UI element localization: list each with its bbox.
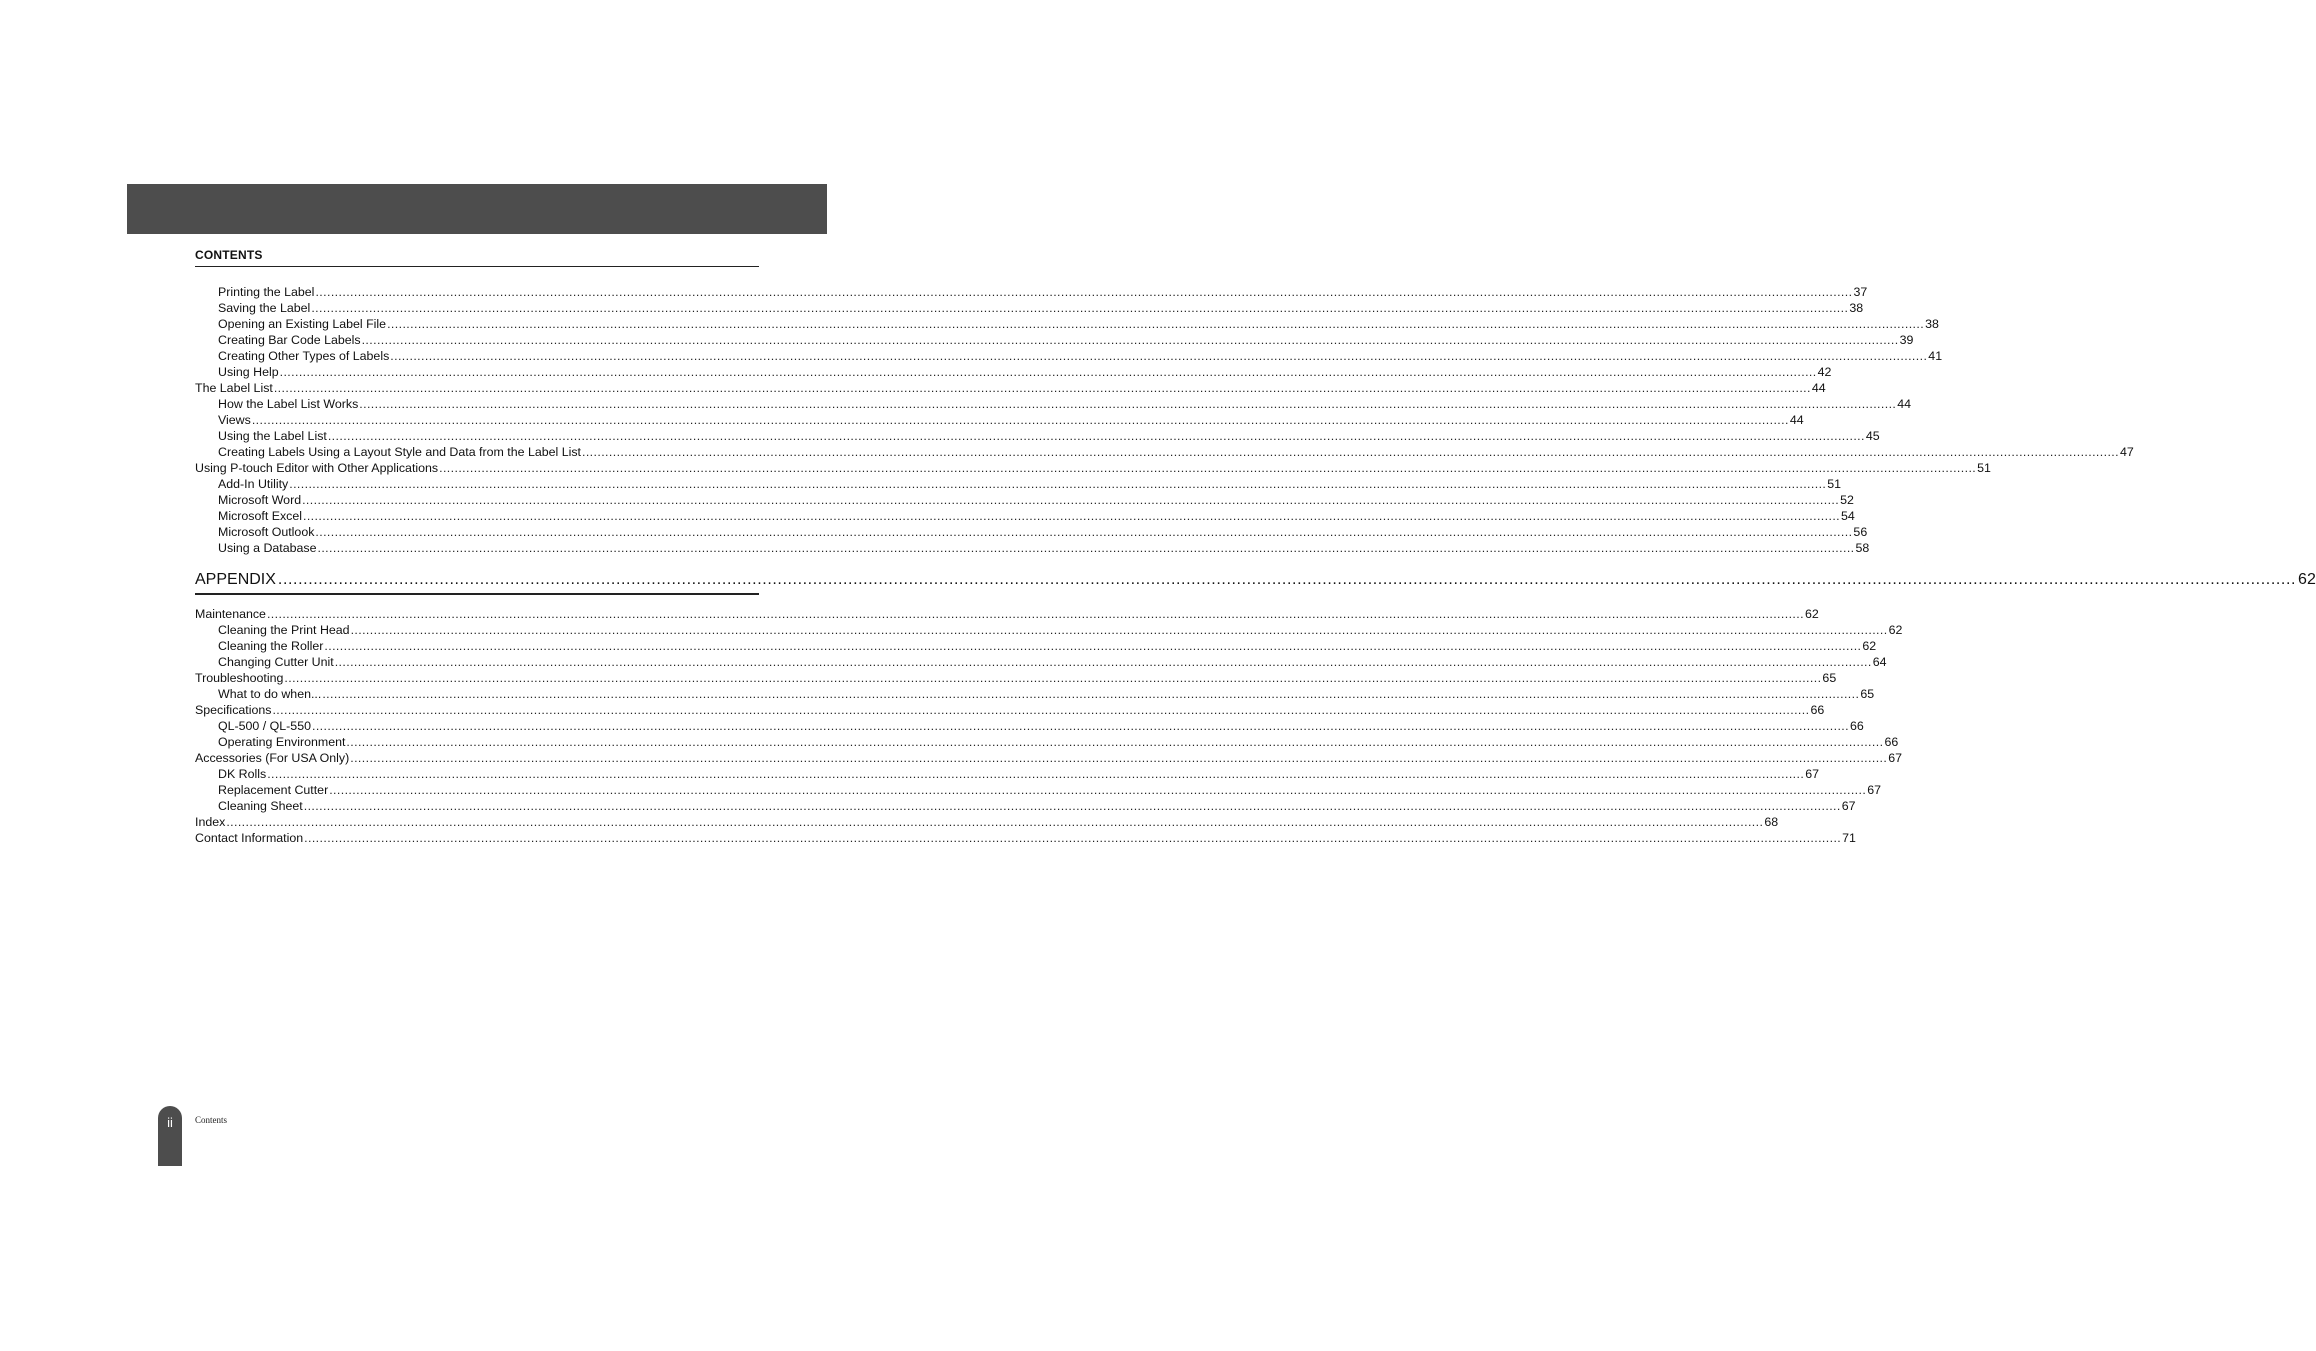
toc-leader-dots: ................................................................................................................................................................................................................................................................................................................................................................................................................ xyxy=(390,349,1928,363)
toc-entry[interactable] xyxy=(195,638,1877,654)
toc-entry-title: Maintenance xyxy=(195,607,266,621)
toc-entry-title: Accessories (For USA Only) xyxy=(195,751,350,765)
toc-entry-page: 62 xyxy=(1888,623,1903,637)
toc-entry[interactable] xyxy=(195,798,1856,814)
toc-entry-page: 42 xyxy=(1817,365,1832,379)
toc-entry-title: Cleaning the Print Head xyxy=(218,623,350,637)
toc-entry[interactable] xyxy=(195,814,1779,830)
toc-entry[interactable] xyxy=(195,734,1899,750)
toc-entry[interactable] xyxy=(195,670,1837,686)
toc-leader-dots: ................................................................................................................................................................................................................................................................................................................................................................................................................ xyxy=(279,365,1817,379)
toc-entry[interactable] xyxy=(195,364,1832,380)
toc-leader-dots: ................................................................................................................................................................................................................................................................................................................................................................................................................ xyxy=(273,381,1811,395)
toc-entry-title: What to do when... xyxy=(218,687,322,701)
page-number: ii xyxy=(167,1115,173,1130)
toc-entry-page: 67 xyxy=(1867,783,1882,797)
toc-entry[interactable] xyxy=(195,396,1912,412)
toc-entry-page: 52 xyxy=(1840,493,1854,507)
toc-entry-page: 66 xyxy=(1884,735,1899,749)
toc-appendix-entry[interactable] xyxy=(195,569,2316,591)
toc-entry-page: 47 xyxy=(2120,445,2134,459)
toc-leader-dots: ................................................................................................................................................................................................................................................................................................................................................................................................................ xyxy=(311,719,1849,733)
toc-entry-title: Operating Environment xyxy=(218,735,346,749)
toc-entry-title: Opening an Existing Label File xyxy=(218,317,387,331)
toc-entry[interactable] xyxy=(195,460,1991,476)
toc-entry[interactable] xyxy=(195,622,1903,638)
toc-entry[interactable] xyxy=(195,540,1870,556)
toc-entry-page: 39 xyxy=(1899,333,1914,347)
toc-leader-dots: ................................................................................................................................................................................................................................................................................................................................................................................................................ xyxy=(266,607,1804,621)
toc-entry[interactable] xyxy=(195,332,1914,348)
toc-entry-title: Microsoft Excel xyxy=(218,509,302,523)
toc-entry[interactable] xyxy=(195,508,1855,524)
toc-entry-title: Using Help xyxy=(218,365,279,379)
toc-leader-dots: ................................................................................................................................................................................................................................................................................................................................................................................................................ xyxy=(334,655,1872,669)
toc-entry-page: 41 xyxy=(1928,349,1943,363)
toc-entry-title: Contact Information xyxy=(195,831,304,845)
toc-entry[interactable] xyxy=(195,380,1826,396)
toc-entry-page: 44 xyxy=(1897,397,1912,411)
toc-leader-dots: ................................................................................................................................................................................................................................................................................................................................................................................................................ xyxy=(581,445,2119,459)
toc-entry[interactable] xyxy=(195,654,1887,670)
toc-entry[interactable] xyxy=(195,348,1943,364)
toc-entry-page: 71 xyxy=(1842,831,1856,845)
toc-entry[interactable] xyxy=(195,284,1868,300)
toc-leader-dots: ................................................................................................................................................................................................................................................................................................................................................................................................................ xyxy=(350,751,1888,765)
toc-entry[interactable] xyxy=(195,718,1864,734)
toc-entry-title: Add-In Utility xyxy=(218,477,289,491)
toc-entry[interactable] xyxy=(195,606,1819,622)
toc-entry-page: 65 xyxy=(1860,687,1875,701)
toc-entry[interactable] xyxy=(195,830,1856,846)
toc-entry[interactable] xyxy=(195,524,1868,540)
toc-entry-title: Creating Labels Using a Layout Style and Data from the Label List xyxy=(218,445,581,459)
toc-leader-dots: ................................................................................................................................................................................................................................................................................................................................................................................................................ xyxy=(361,333,1899,347)
toc-entry-page: 66 xyxy=(1810,703,1825,717)
toc-entry-title: DK Rolls xyxy=(218,767,267,781)
toc-leader-dots: ................................................................................................................................................................................................................................................................................................................................................................................................................ xyxy=(387,317,1925,331)
toc-entry-page: 58 xyxy=(1855,541,1870,555)
appendix-page: 62 xyxy=(2298,571,2316,588)
toc-leader-dots: ................................................................................................................................................................................................................................................................................................................................................................................................................ xyxy=(315,285,1853,299)
toc-entry-title: Views xyxy=(218,413,251,427)
toc-leader-dots: ................................................................................................................................................................................................................................................................................................................................................................................................................ xyxy=(302,493,1840,507)
toc-entry-page: 67 xyxy=(1841,799,1856,813)
footer-label: Contents xyxy=(195,1115,228,1125)
toc-entry-title: Creating Bar Code Labels xyxy=(218,333,361,347)
toc-leader-dots: ................................................................................................................................................................................................................................................................................................................................................................................................................ xyxy=(315,525,1853,539)
toc-entry-page: 62 xyxy=(1862,639,1877,653)
toc-entry-title: Changing Cutter Unit xyxy=(218,655,334,669)
toc-entry-page: 67 xyxy=(1805,767,1820,781)
toc-entry-title: Using the Label List xyxy=(218,429,327,443)
toc-leader-dots: ................................................................................................................................................................................................................................................................................................................................................................................................................ xyxy=(226,815,1764,829)
toc-leader-dots: ................................................................................................................................................................................................................................................................................................................................................................................................................ xyxy=(322,687,1860,701)
toc-entry-page: 64 xyxy=(1872,655,1887,669)
toc-leader-dots: ................................................................................................................................................................................................................................................................................................................................................................................................................ xyxy=(350,623,1888,637)
toc-entry-page: 38 xyxy=(1849,301,1864,315)
toc-entry-page: 51 xyxy=(1977,461,1991,475)
heading-divider xyxy=(195,266,759,267)
toc-entry-title: The Label List xyxy=(195,381,273,395)
header-band xyxy=(127,184,827,234)
toc-entry-title: Cleaning the Roller xyxy=(218,639,324,653)
toc-leader-dots: ................................................................................................................................................................................................................................................................................................................................................................................................................ xyxy=(327,429,1865,443)
toc-entry[interactable] xyxy=(195,300,1864,316)
toc-entry[interactable] xyxy=(195,686,1875,702)
toc-entry-page: 68 xyxy=(1764,815,1779,829)
toc-entry-page: 44 xyxy=(1811,381,1826,395)
toc-entry-page: 66 xyxy=(1850,719,1864,733)
toc-entry-page: 56 xyxy=(1853,525,1868,539)
toc-entry-title: Replacement Cutter xyxy=(218,783,329,797)
toc-entry[interactable] xyxy=(195,750,1903,766)
toc-entry-page: 38 xyxy=(1925,317,1939,331)
toc-entry-page: 62 xyxy=(1804,607,1819,621)
toc-leader-dots: ................................................................................................................................................................................................................................................................................................................................................................................................................ xyxy=(303,509,1841,523)
toc-leader-dots: ................................................................................................................................................................................................................................................................................................................................................................................................................ xyxy=(251,413,1789,427)
appendix-leader: ................................................................................................................................................................................................................................................................................................................................................................................................................ xyxy=(277,571,2297,588)
toc-leader-dots: ................................................................................................................................................................................................................................................................................................................................................................................................................ xyxy=(359,397,1897,411)
toc-entry-page: 45 xyxy=(1865,429,1880,443)
toc-entry-page: 65 xyxy=(1822,671,1837,685)
page-tab xyxy=(158,1106,182,1166)
toc-leader-dots: ................................................................................................................................................................................................................................................................................................................................................................................................................ xyxy=(284,671,1822,685)
toc-leader-dots: ................................................................................................................................................................................................................................................................................................................................................................................................................ xyxy=(346,735,1884,749)
toc-entry[interactable] xyxy=(195,428,1880,444)
toc-leader-dots: ................................................................................................................................................................................................................................................................................................................................................................................................................ xyxy=(317,541,1855,555)
toc-leader-dots: ................................................................................................................................................................................................................................................................................................................................................................................................................ xyxy=(267,767,1805,781)
toc-entry-title: Creating Other Types of Labels xyxy=(218,349,390,363)
toc-entry[interactable] xyxy=(195,766,1820,782)
appendix-divider xyxy=(195,593,759,595)
toc-leader-dots: ................................................................................................................................................................................................................................................................................................................................................................................................................ xyxy=(329,783,1867,797)
toc-entry-title: Specifications xyxy=(195,703,272,717)
toc-entry[interactable] xyxy=(195,476,1842,492)
toc-entry-page: 51 xyxy=(1827,477,1842,491)
toc-entry[interactable] xyxy=(195,444,2134,460)
toc-entry-title: Microsoft Outlook xyxy=(218,525,315,539)
toc-entry-title: Troubleshooting xyxy=(195,671,284,685)
toc-entry[interactable] xyxy=(195,702,1825,718)
toc-entry[interactable] xyxy=(195,412,1804,428)
toc-entry-title: QL-500 / QL-550 xyxy=(218,719,311,733)
toc-entry-title: Using a Database xyxy=(218,541,317,555)
toc-entry-page: 44 xyxy=(1789,413,1804,427)
toc-list xyxy=(195,284,2134,556)
toc-entry[interactable] xyxy=(195,492,1854,508)
toc-leader-dots: ................................................................................................................................................................................................................................................................................................................................................................................................................ xyxy=(439,461,1977,475)
toc-entry-title: How the Label List Works xyxy=(218,397,359,411)
toc-entry-title: Microsoft Word xyxy=(218,493,302,507)
toc-entry-page: 37 xyxy=(1853,285,1868,299)
toc-entry[interactable] xyxy=(195,316,1939,332)
toc-entry-page: 67 xyxy=(1888,751,1903,765)
toc-entry-title: Using P-touch Editor with Other Applications xyxy=(195,461,439,475)
toc-entry-title: Saving the Label xyxy=(218,301,311,315)
toc-leader-dots: ................................................................................................................................................................................................................................................................................................................................................................................................................ xyxy=(324,639,1862,653)
toc-leader-dots: ................................................................................................................................................................................................................................................................................................................................................................................................................ xyxy=(272,703,1810,717)
toc-entry[interactable] xyxy=(195,782,1882,798)
toc-leader-dots: ................................................................................................................................................................................................................................................................................................................................................................................................................ xyxy=(304,831,1842,845)
toc-entry-title: Printing the Label xyxy=(218,285,315,299)
toc-list xyxy=(195,606,1903,846)
toc-entry-title: Index xyxy=(195,815,226,829)
toc-leader-dots: ................................................................................................................................................................................................................................................................................................................................................................................................................ xyxy=(289,477,1827,491)
toc-entry-title: Cleaning Sheet xyxy=(218,799,303,813)
toc-leader-dots: ................................................................................................................................................................................................................................................................................................................................................................................................................ xyxy=(311,301,1849,315)
toc-entry-page: 54 xyxy=(1841,509,1855,523)
toc-leader-dots: ................................................................................................................................................................................................................................................................................................................................................................................................................ xyxy=(303,799,1841,813)
page-title: CONTENTS xyxy=(195,248,263,262)
appendix-title: APPENDIX xyxy=(195,571,276,588)
